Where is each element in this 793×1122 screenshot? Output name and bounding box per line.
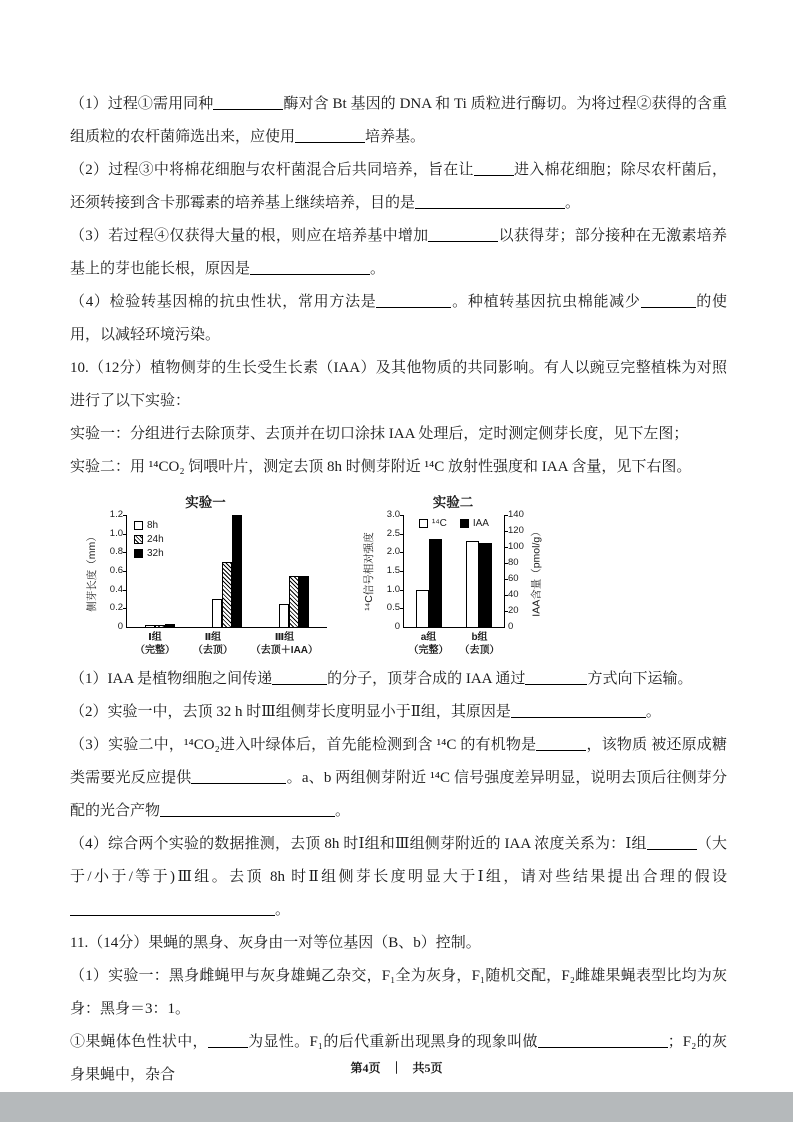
- answer-blank: [511, 703, 646, 718]
- text-run: 11.（14分）果蝇的黑身、灰身由一对等位基因（B、b）控制。: [70, 935, 481, 951]
- paragraph: [70, 927, 727, 960]
- y-tick-label: 2.5: [386, 527, 400, 539]
- answer-blank: [376, 293, 451, 308]
- text-run: ，该物质 被还原成糖类需要光反应提供: [70, 737, 727, 786]
- chart-body: [361, 509, 545, 657]
- x-category-line: （完整）: [134, 645, 175, 656]
- paragraph: [70, 696, 727, 729]
- y-axis-label-text: IAA含量（pmol/g）: [530, 525, 543, 617]
- bar: [212, 599, 222, 627]
- x-category-label: [409, 631, 449, 657]
- plot-area: [126, 515, 327, 628]
- bar: [479, 543, 492, 627]
- answer-blank: [415, 194, 565, 209]
- y-tick-label: 40: [508, 589, 519, 600]
- bar-group: [466, 541, 492, 627]
- text-run: 进入棉花细胞；除尽农杆菌后，还须转接到含卡那霉素的培养基上继续培养，目的是: [70, 162, 727, 211]
- page-footer: [0, 1059, 793, 1076]
- text-run: ；F₂的灰身果蝇中，杂合: [70, 1034, 727, 1083]
- charts-row: [84, 494, 727, 657]
- page-edge: [0, 1092, 793, 1122]
- y-tick-label: 1.0: [386, 583, 400, 595]
- x-category-label: [135, 631, 175, 657]
- y-tick-label: 120: [508, 525, 524, 536]
- legend-label: 24h: [147, 533, 164, 545]
- y-axis-label-right: [529, 515, 545, 627]
- x-axis-labels: [126, 631, 327, 657]
- answer-blank: [191, 769, 286, 784]
- text-run: 方式向下运输。: [587, 671, 693, 687]
- x-category-line: （去顶）: [192, 645, 233, 656]
- text-run: （3）实验二中，¹⁴CO₂进入叶绿体后，首先能检测到含 ¹⁴C 的有机物是: [70, 737, 537, 753]
- plot-area: [403, 515, 505, 628]
- text-run: 的使用，以减轻环境污染。: [70, 294, 727, 343]
- y-tick-label: 0.4: [109, 583, 123, 595]
- legend-label: IAA: [472, 517, 489, 529]
- x-category-label: [251, 631, 318, 657]
- y-tick-label: 0.5: [386, 602, 400, 614]
- text-run: 以获得芽；部分接种在无激素培养基上的芽也能长根，原因是: [70, 228, 727, 277]
- text-run: （3）若过程④仅获得大量的根，则应在培养基中增加: [70, 228, 429, 244]
- y-axis-label-text: ¹⁴C信号相对强度: [362, 531, 375, 611]
- y-tick-label: 100: [508, 541, 524, 552]
- answer-blank: [538, 1033, 668, 1048]
- answer-blank: [220, 901, 275, 916]
- bar: [466, 541, 479, 627]
- answer-blank: [641, 293, 696, 308]
- x-category-line: （去顶）: [459, 645, 500, 656]
- x-category-line: Ⅱ组: [204, 632, 222, 643]
- legend: [404, 516, 504, 530]
- answer-blank: [208, 1033, 248, 1048]
- bar: [155, 625, 165, 627]
- x-category-line: （完整）: [408, 645, 449, 656]
- legend-swatch: [134, 535, 143, 544]
- bar: [289, 576, 299, 627]
- answer-blank: [525, 670, 587, 685]
- y-tick-label: 1.5: [386, 565, 400, 576]
- text-run: （1）过程①需用同种: [70, 96, 214, 112]
- text-run: 实验一：分组进行去除顶芽、去顶并在切口涂抹 IAA 处理后，定时测定侧芽长度，见下左图；: [70, 426, 689, 442]
- footer-total-pages: 共5页: [412, 1061, 443, 1075]
- y-tick-label: 20: [508, 605, 519, 616]
- answer-blank: [70, 901, 220, 916]
- bar: [222, 562, 232, 627]
- x-category-line: a组: [420, 632, 437, 643]
- x-category-line: Ⅲ组: [274, 632, 295, 643]
- answer-blank: [160, 802, 280, 817]
- y-axis-label-left: [84, 515, 100, 627]
- question-text-bottom: [70, 663, 727, 1092]
- text-run: （2）过程③中将棉花细胞与农杆菌混合后共同培养，旨在让: [70, 162, 474, 178]
- text-run: 的分子，顶芽合成的 IAA 通过: [327, 671, 526, 687]
- text-run: （4）综合两个实验的数据推测，去顶 8h 时Ⅰ组和Ⅲ组侧芽附近的 IAA 浓度关系为：Ⅰ组: [70, 836, 647, 852]
- bars: [404, 515, 504, 627]
- paragraph: [70, 663, 727, 696]
- bar: [165, 624, 175, 627]
- paragraph: [70, 286, 727, 352]
- paragraph: [70, 154, 727, 220]
- legend-swatch: [460, 519, 469, 528]
- chart-title: 实验一: [185, 495, 226, 510]
- text-run: 。: [370, 261, 386, 277]
- text-run: 酶对含 Bt 基因的 DNA 和 Ti 质粒进行酶切。为将过程②获得的含重组质粒的农杆菌筛选出来，应使用: [70, 96, 727, 145]
- bar: [145, 625, 155, 627]
- plot-wrap: [403, 515, 505, 657]
- paragraph: [70, 960, 727, 1026]
- text-run: （1）IAA 是植物细胞之间传递: [70, 671, 273, 687]
- footer-separator: ｜: [390, 1061, 403, 1075]
- legend-item: [134, 546, 164, 560]
- y-tick-label: 80: [508, 557, 519, 568]
- text-run: 培养基。: [365, 129, 426, 145]
- legend-item: [460, 516, 489, 530]
- y-tick-label: 0.6: [109, 565, 123, 576]
- answer-blank: [250, 260, 370, 275]
- bar: [429, 539, 442, 627]
- x-category-line: Ⅰ组: [148, 632, 162, 643]
- y-tick-label: 3.0: [386, 509, 400, 520]
- y-tick-label: 60: [508, 573, 519, 584]
- legend-swatch: [134, 521, 143, 530]
- x-category-label: [193, 631, 233, 657]
- text-run: 。: [565, 195, 581, 211]
- legend-swatch: [134, 549, 143, 558]
- bar: [416, 590, 429, 627]
- answer-blank: [474, 161, 514, 176]
- text-run: 。a、b 两组侧芽附近 ¹⁴C 信号强度差异明显，说明去顶后往侧芽分配的光合产物: [70, 770, 727, 819]
- legend-swatch: [419, 519, 428, 528]
- text-run: 。: [335, 803, 351, 819]
- paragraph: [70, 828, 727, 927]
- legend-label: ¹⁴C: [432, 517, 447, 529]
- y-tick-label: 0: [394, 621, 400, 632]
- paragraph: [70, 220, 727, 286]
- x-category-label: [460, 631, 500, 657]
- chart-body: [84, 509, 327, 657]
- text-run: 为显性。F₁的后代重新出现黑身的现象叫做: [247, 1034, 538, 1050]
- chart-experiment-2: [361, 494, 545, 657]
- y-axis-label-text: 侧芽长度（mm）: [85, 530, 98, 612]
- question-text-top: [70, 88, 727, 484]
- text-run: （2）实验一中，去顶 32 h 时Ⅲ组侧芽长度明显小于Ⅱ组，其原因是: [70, 704, 511, 720]
- x-axis-labels: [403, 631, 505, 657]
- y-tick-label: 0: [508, 621, 514, 632]
- answer-blank: [280, 802, 335, 817]
- bar: [299, 576, 309, 627]
- footer-page-number: 第4页: [350, 1061, 381, 1075]
- text-run: 10.（12分）植物侧芽的生长受生长素（IAA）及其他物质的共同影响。有人以豌豆完整植株为对照进行了以下实验：: [70, 360, 727, 409]
- answer-blank: [295, 128, 365, 143]
- text-run: 实验二：用 ¹⁴CO₂ 饲喂叶片，测定去顶 8h 时侧芽附近 ¹⁴C 放射性强度和 IAA 含量，见下右图。: [70, 459, 692, 475]
- plot-wrap: [126, 515, 327, 657]
- answer-blank: [272, 670, 327, 685]
- paragraph: [70, 88, 727, 154]
- text-run: 。: [645, 704, 661, 720]
- text-run: （大于/小于/等于)Ⅲ组。去顶 8h 时Ⅱ组侧芽长度明显大于Ⅰ组，请对些结果提出合理的假设: [70, 836, 727, 885]
- legend-label: 8h: [147, 519, 159, 531]
- paragraph: [70, 451, 727, 484]
- text-run: 。: [275, 902, 291, 918]
- x-category-line: b组: [471, 632, 488, 643]
- legend-item: [419, 516, 447, 530]
- chart-title: 实验二: [432, 495, 474, 510]
- paragraph: [70, 418, 727, 451]
- y-tick-label: 0.8: [109, 546, 123, 558]
- text-run: 。种植转基因抗虫棉能减少: [451, 294, 641, 310]
- bar: [232, 515, 242, 627]
- y-tick-label: 0: [117, 621, 123, 632]
- text-run: （1）实验一：黑身雌蝇甲与灰身雄蝇乙杂交，F₁全为灰身，F₁随机交配，F₂雌雄果蝇表型比均为灰身：黑身＝3：1。: [70, 968, 727, 1017]
- legend-label: 32h: [147, 547, 164, 559]
- y-tick-label: 0.2: [109, 602, 123, 614]
- y-axis-label-left: [361, 515, 377, 627]
- chart-experiment-1: [84, 494, 327, 657]
- bar-group: [416, 539, 442, 627]
- answer-blank: [647, 835, 697, 850]
- legend: [134, 518, 164, 560]
- answer-blank: [428, 227, 498, 242]
- paragraph: [70, 729, 727, 828]
- bar-group: [279, 576, 309, 627]
- answer-blank: [536, 736, 586, 751]
- bar-group: [212, 515, 242, 627]
- y-tick-label: 2.0: [386, 546, 400, 558]
- bar: [279, 604, 289, 627]
- y-tick-label: 1.2: [109, 509, 123, 520]
- y-tick-label: 140: [508, 509, 524, 520]
- text-run: ①果蝇体色性状中，: [70, 1034, 208, 1050]
- text-run: （4）检验转基因棉的抗虫性状，常用方法是: [70, 294, 377, 310]
- paragraph: [70, 352, 727, 418]
- answer-blank: [213, 95, 283, 110]
- bar-group: [145, 624, 175, 627]
- y-tick-label: 1.0: [109, 527, 123, 539]
- x-category-line: （去顶＋IAA）: [250, 645, 319, 656]
